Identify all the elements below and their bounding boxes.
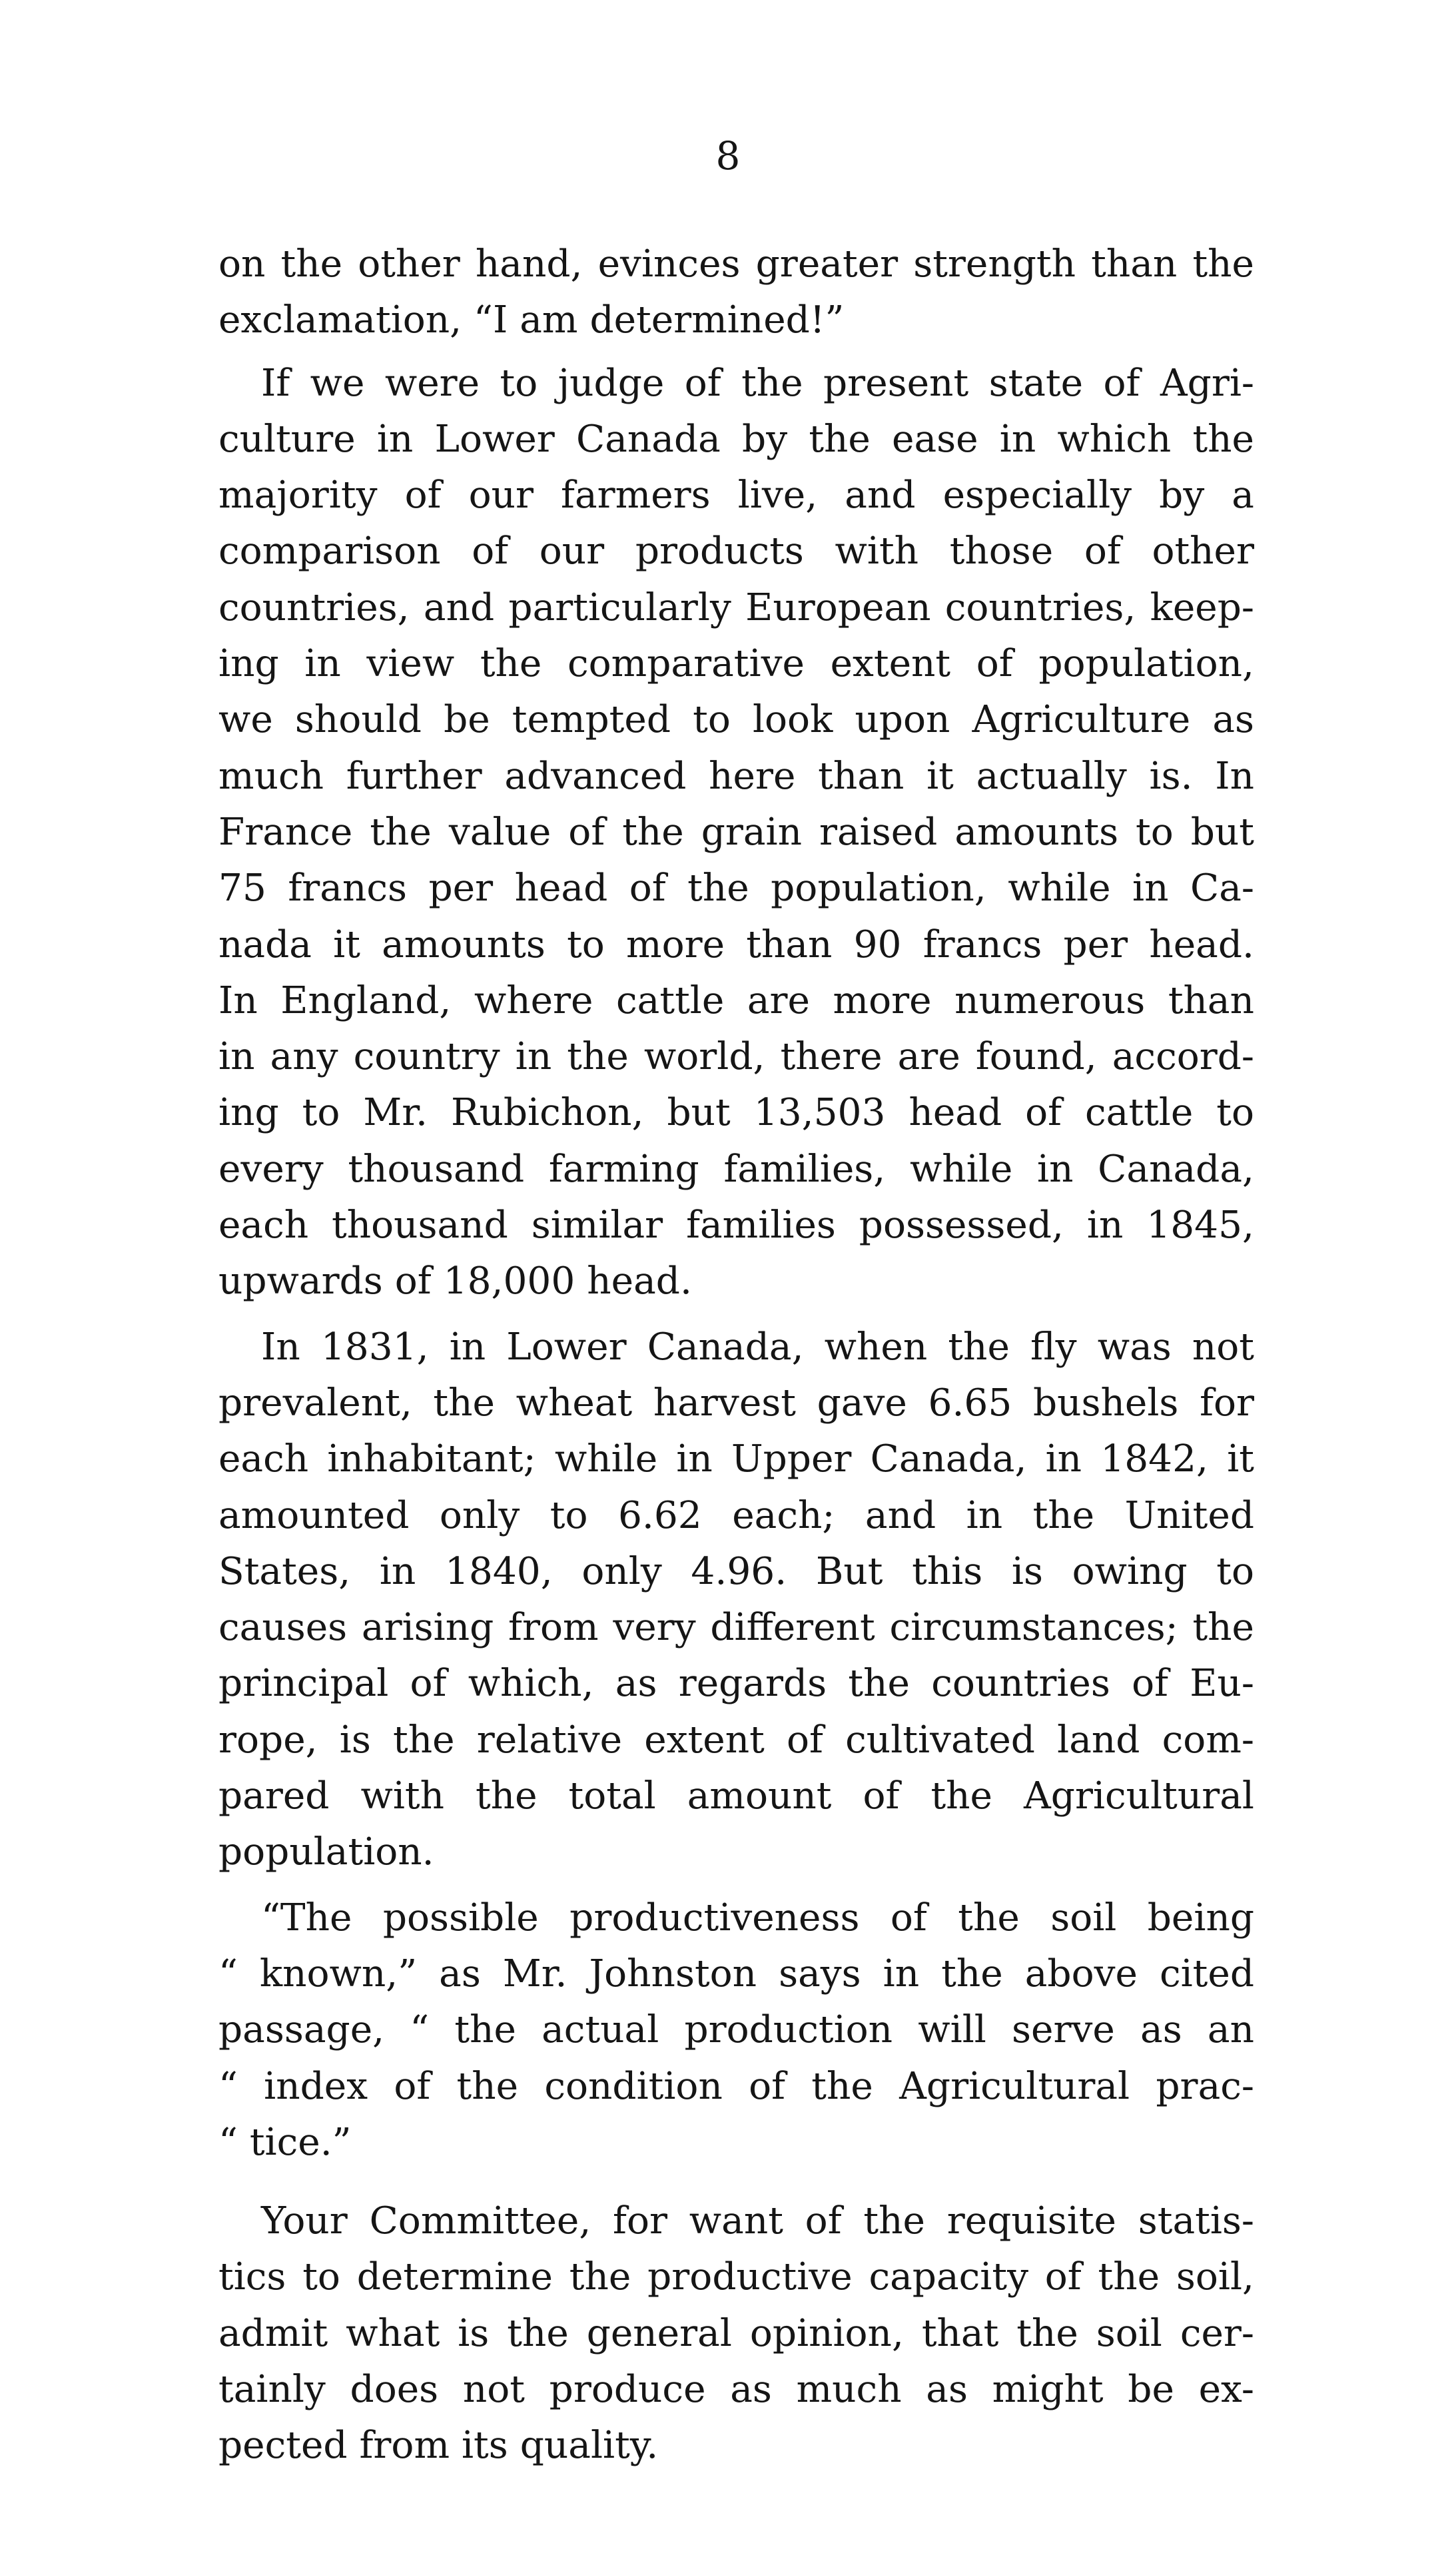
text-line: “ tice.”: [218, 2120, 352, 2164]
text-line: ing in view the comparative extent of population,: [218, 642, 1254, 686]
text-line: In 1831, in Lower Canada, when the fly was not: [261, 1325, 1254, 1369]
text-line: causes arising from very different circumstances; the: [218, 1606, 1254, 1650]
text-line: 75 francs per head of the population, while in Ca-: [218, 867, 1254, 910]
text-line: ing to Mr. Rubichon, but 13,503 head of cattle to: [218, 1091, 1254, 1135]
paragraph-2: [218, 356, 1254, 1310]
text-line: each inhabitant; while in Upper Canada, in 1842, it: [218, 1437, 1254, 1481]
text-line: States, in 1840, only 4.96. But this is owing to: [218, 1549, 1254, 1593]
text-line: every thousand farming families, while in Canada,: [218, 1147, 1254, 1191]
text-line: majority of our farmers live, and especially by a: [218, 474, 1254, 518]
text-line: countries, and particularly European countries, keep-: [218, 585, 1254, 629]
text-line: pared with the total amount of the Agricultural: [218, 1774, 1254, 1818]
text-line: passage, “ the actual production will serve as an: [218, 2008, 1254, 2052]
paragraph-5: [218, 2193, 1254, 2474]
text-line: culture in Lower Canada by the ease in which the: [218, 417, 1254, 461]
text-line: “The possible productiveness of the soil being: [261, 1896, 1254, 1940]
text-line: principal of which, as regards the countries of Eu-: [218, 1662, 1254, 1706]
text-line: amounted only to 6.62 each; and in the United: [218, 1493, 1254, 1537]
paragraph-4-quotation: [218, 1890, 1254, 2171]
text-line: exclamation, “I am determined!”: [218, 298, 845, 342]
text-line: each thousand similar families possessed, in 1845,: [218, 1204, 1254, 1248]
text-line: “ known,” as Mr. Johnston says in the above cited: [218, 1952, 1254, 1996]
text-line: tics to determine the productive capacity of the soil,: [218, 2255, 1254, 2299]
text-line: comparison of our products with those of other: [218, 530, 1254, 573]
text-line: in any country in the world, there are found, accord-: [218, 1035, 1254, 1079]
text-line: upwards of 18,000 head.: [218, 1260, 692, 1303]
text-line: pected from its quality.: [218, 2424, 659, 2468]
text-line: on the other hand, evinces greater strength than the: [218, 242, 1254, 286]
text-line: If we were to judge of the present state of Agri-: [261, 361, 1254, 405]
text-line: admit what is the general opinion, that the soil cer-: [218, 2311, 1254, 2355]
text-line: Your Committee, for want of the requisite statis-: [261, 2199, 1254, 2243]
paragraph-1: [218, 236, 1254, 349]
text-line: “ index of the condition of the Agricultural prac-: [218, 2064, 1254, 2108]
text-line: In England, where cattle are more numerous than: [218, 978, 1254, 1022]
page-number: 8: [715, 133, 741, 179]
paragraph-3: [218, 1319, 1254, 1881]
text-line: nada it amounts to more than 90 francs per head.: [218, 922, 1254, 966]
text-line: prevalent, the wheat harvest gave 6.65 bushels for: [218, 1381, 1254, 1425]
text-line: rope, is the relative extent of cultivated land com-: [218, 1718, 1254, 1762]
text-line: we should be tempted to look upon Agriculture as: [218, 698, 1254, 742]
text-line: much further advanced here than it actually is. In: [218, 754, 1254, 798]
text-line: France the value of the grain raised amounts to but: [218, 810, 1254, 854]
text-line: population.: [218, 1830, 434, 1874]
text-line: tainly does not produce as much as might be ex-: [218, 2367, 1254, 2411]
body-text: [218, 236, 1254, 2490]
